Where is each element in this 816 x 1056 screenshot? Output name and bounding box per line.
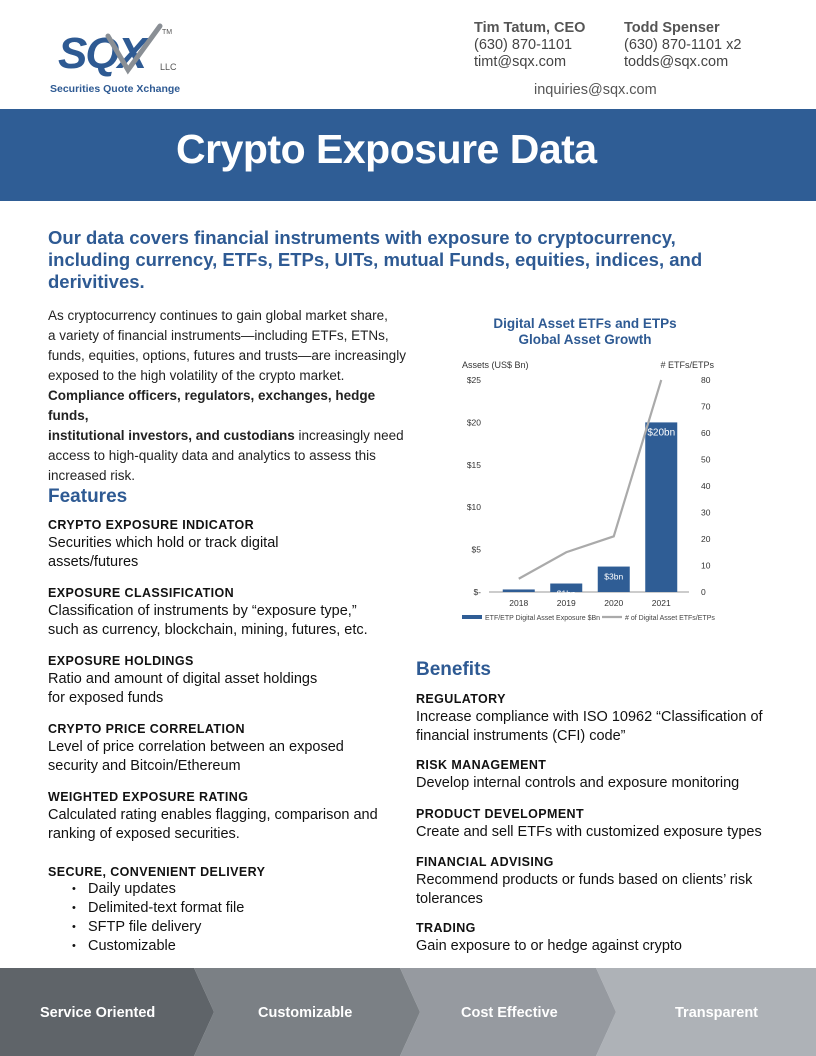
benefit-heading: RISK MANAGEMENT — [416, 758, 547, 772]
delivery-bullet: • SFTP file delivery — [70, 918, 244, 937]
contact-phone: (630) 870-1101 x2 — [624, 37, 742, 53]
y-tick-left: $- — [473, 587, 481, 597]
y-tick-left: $10 — [466, 502, 481, 513]
benefit-item — [416, 758, 796, 793]
feature-item — [48, 722, 408, 776]
features-title: Features — [48, 486, 128, 507]
feature-text — [48, 738, 408, 776]
benefit-line: Recommend products or funds based on clients’ risk — [416, 872, 753, 888]
y-tick-left: $5 — [471, 544, 481, 555]
feature-item — [48, 654, 408, 708]
benefit-item — [416, 692, 796, 746]
delivery-heading: SECURE, CONVENIENT DELIVERY — [48, 865, 266, 879]
y-tick-right: 20 — [701, 534, 711, 544]
x-tick-label: 2020 — [604, 598, 624, 608]
benefit-item — [416, 855, 796, 909]
benefit-line: financial instruments (CFI) code” — [416, 728, 626, 744]
legend-label-line: # of Digital Asset ETFs/ETPs — [625, 615, 715, 622]
benefit-text — [416, 774, 796, 793]
feature-line: ranking of exposed securities. — [48, 826, 240, 842]
y-tick-right: 30 — [701, 507, 711, 518]
y-tick-right: 70 — [701, 401, 711, 412]
body-line: increased risk. — [48, 468, 136, 483]
benefit-heading: REGULATORY — [416, 692, 506, 706]
feature-line: assets/futures — [48, 554, 139, 570]
bar — [503, 589, 535, 592]
body-bold-span: institutional investors, and custodians — [48, 428, 295, 443]
delivery-list — [70, 880, 244, 956]
benefit-line: Gain exposure to or hedge against crypto — [416, 938, 682, 954]
intro-text: Our data covers financial instruments with exposure to cryptocurrency, including currency, ETFs, ETPs, UITs, mutual Funds, equities, indices, and derivitives. — [48, 227, 703, 292]
feature-heading: WEIGHTED EXPOSURE RATING — [48, 790, 249, 804]
y-tick-right: 10 — [701, 560, 711, 571]
logo-tagline: Securities Quote Xchange — [50, 83, 181, 95]
delivery-bullet: • Delimited-text format file — [70, 899, 244, 918]
y-tick-left: $25 — [466, 375, 481, 385]
body-line: exposed to the high volatility of the crypto market. — [48, 368, 345, 383]
benefit-heading: PRODUCT DEVELOPMENT — [416, 807, 585, 821]
feature-text — [48, 534, 408, 572]
body-mixed-line — [48, 426, 408, 446]
feature-text — [48, 670, 408, 708]
feature-item — [48, 518, 408, 572]
feature-item — [48, 586, 408, 640]
benefit-heading: FINANCIAL ADVISING — [416, 855, 554, 869]
sqx-logo — [48, 22, 198, 100]
body-line: access to high-quality data and analytics to assess this — [48, 448, 376, 463]
body-line: funds, equities, options, futures and trusts—are increasingly — [48, 348, 406, 363]
benefit-text — [416, 871, 796, 909]
feature-heading: EXPOSURE CLASSIFICATION — [48, 586, 235, 600]
contact-name: Todd Spenser — [624, 20, 720, 36]
body-paragraph — [48, 306, 408, 486]
x-tick-label: 2018 — [509, 598, 529, 608]
feature-line: Classification of instruments by “exposure type,” — [48, 603, 357, 619]
bar-data-label: $20bn — [647, 427, 676, 439]
feature-text — [48, 602, 408, 640]
contact-name: Tim Tatum, CEO — [474, 20, 586, 36]
body-line: a variety of financial instruments—including ETFs, ETNs, — [48, 328, 389, 343]
y-tick-right: 80 — [701, 375, 711, 385]
bar-data-label: $1bn — [556, 588, 576, 599]
y-tick-right: 50 — [701, 454, 711, 465]
y-tick-right: 60 — [701, 428, 711, 438]
chart-ylabel-left: Assets (US$ Bn) — [462, 360, 529, 370]
y-tick-left: $15 — [466, 459, 481, 470]
benefits-title: Benefits — [416, 659, 491, 680]
body-line: As cryptocurrency continues to gain global market share, — [48, 308, 388, 323]
body-bold-line: Compliance officers, regulators, exchanges, hedge funds, — [48, 388, 376, 423]
feature-text — [48, 806, 408, 844]
feature-line: such as currency, blockchain, mining, futures, etc. — [48, 622, 368, 638]
feature-item — [48, 790, 408, 844]
feature-heading: EXPOSURE HOLDINGS — [48, 654, 194, 668]
logo-text: SQX — [58, 29, 145, 78]
benefit-item — [416, 921, 796, 956]
benefit-text — [416, 823, 796, 842]
feature-line: Ratio and amount of digital asset holdings — [48, 671, 318, 687]
benefit-line: Increase compliance with ISO 10962 “Classification of — [416, 709, 763, 725]
chart-title-line: Digital Asset ETFs and ETPs — [493, 316, 677, 331]
contact-ceo — [474, 20, 585, 71]
delivery-bullet: • Customizable — [70, 937, 244, 956]
logo-tm: TM — [162, 29, 173, 36]
line-series — [519, 380, 662, 579]
x-tick-label: 2021 — [651, 598, 671, 608]
chart-title-line: Global Asset Growth — [518, 332, 652, 347]
inquiries-email[interactable]: inquiries@sqx.com — [534, 82, 657, 98]
feature-heading: CRYPTO PRICE CORRELATION — [48, 722, 245, 736]
contact-email[interactable]: timt@sqx.com — [474, 54, 567, 70]
feature-line: Calculated rating enables flagging, comparison and — [48, 807, 378, 823]
feature-line: Securities which hold or track digital — [48, 535, 279, 551]
logo-llc: LLC — [160, 62, 177, 72]
contact-spenser — [624, 20, 741, 71]
y-tick-right: 40 — [701, 481, 711, 491]
feature-line: for exposed funds — [48, 690, 164, 706]
bar — [645, 422, 677, 592]
footer-label-cost: Cost Effective — [461, 1005, 558, 1021]
benefit-heading: TRADING — [416, 921, 476, 935]
feature-line: security and Bitcoin/Ethereum — [48, 758, 241, 774]
contact-email[interactable]: todds@sqx.com — [624, 54, 729, 70]
y-tick-left: $20 — [466, 417, 481, 428]
chart-ylabel-right: # ETFs/ETPs — [660, 360, 714, 370]
page-title: Crypto Exposure Data — [176, 126, 597, 172]
bar-data-label: $3bn — [604, 571, 624, 582]
feature-line: Level of price correlation between an exposed — [48, 739, 344, 755]
delivery-bullet: • Daily updates — [70, 880, 244, 899]
legend-swatch-bars — [462, 615, 482, 619]
feature-heading: CRYPTO EXPOSURE INDICATOR — [48, 518, 255, 532]
benefit-line: Create and sell ETFs with customized exposure types — [416, 824, 762, 840]
asset-growth-chart — [450, 308, 740, 633]
benefit-line: tolerances — [416, 891, 483, 907]
benefit-item — [416, 807, 796, 842]
benefit-text — [416, 708, 796, 746]
footer-label-service: Service Oriented — [40, 1005, 156, 1021]
body-span: increasingly need — [294, 428, 404, 443]
y-tick-right: 0 — [701, 587, 706, 597]
contact-phone: (630) 870-1101 — [474, 37, 573, 53]
footer-label-transparent: Transparent — [675, 1005, 758, 1021]
footer-label-customizable: Customizable — [258, 1005, 353, 1021]
benefit-line: Develop internal controls and exposure monitoring — [416, 775, 740, 791]
benefit-text — [416, 937, 796, 956]
x-tick-label: 2019 — [556, 598, 576, 608]
legend-label-bars: ETF/ETP Digital Asset Exposure $Bn — [485, 615, 601, 622]
